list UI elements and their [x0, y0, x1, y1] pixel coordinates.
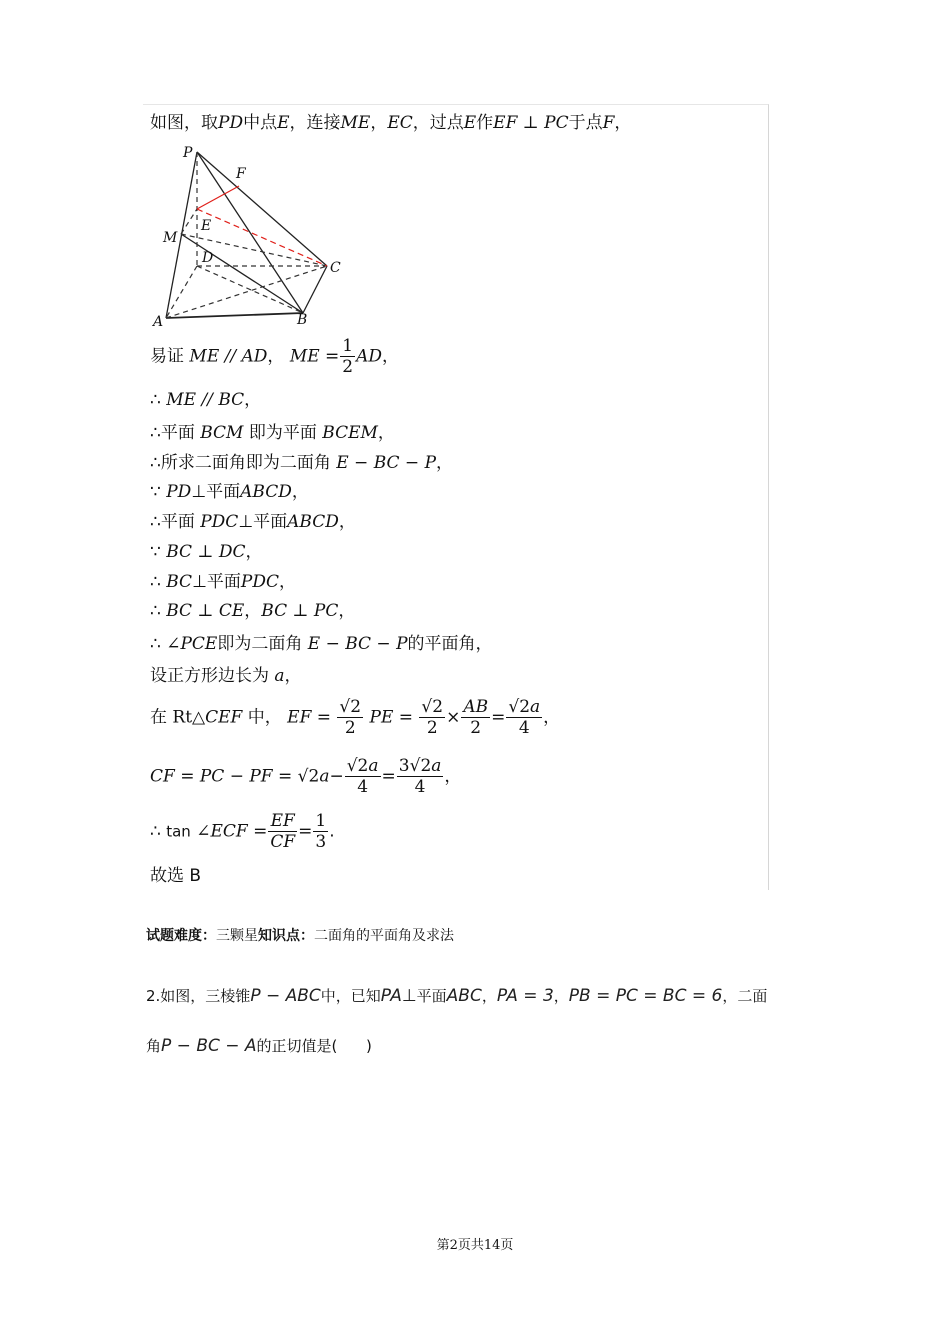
math: ABCD: [240, 482, 292, 502]
text: ∴平面: [150, 423, 195, 443]
solution-line-12: [150, 665, 302, 687]
denominator: 2: [344, 718, 356, 738]
denominator: 4: [357, 777, 369, 797]
text: ，: [382, 346, 400, 367]
math: PA: [380, 986, 402, 1006]
math: ⊥: [401, 986, 417, 1006]
math: tan: [166, 822, 191, 841]
text: ⊥平面: [192, 572, 241, 592]
text: ，: [267, 346, 285, 367]
equals-sign: =: [381, 766, 396, 787]
fraction: [268, 811, 297, 852]
numerator: 3√2a: [398, 756, 442, 776]
label-A: A: [153, 314, 164, 330]
math: Rt△: [172, 707, 206, 728]
text: ，过点: [412, 113, 464, 133]
fraction: [340, 336, 355, 377]
knowledge-label: 知识点：: [258, 928, 314, 944]
math: E: [277, 113, 290, 133]
text: ): [366, 1037, 372, 1055]
text: ∴: [150, 390, 161, 410]
denominator: 3: [315, 832, 327, 852]
variable: a: [530, 697, 541, 717]
page-footer: 第2页共14页: [436, 1238, 514, 1253]
text: ，: [278, 572, 296, 592]
text: 角: [146, 1037, 162, 1055]
math: PB = PC = BC = 6: [568, 986, 723, 1006]
text: 即为二面角: [217, 634, 303, 654]
equals-sign: =: [298, 821, 313, 842]
fraction: [397, 756, 444, 797]
text: ⊥平面: [191, 482, 241, 502]
math: EF =: [287, 707, 332, 728]
text: 中点: [243, 113, 278, 133]
math: a: [274, 666, 285, 686]
text: ，: [284, 666, 302, 686]
text: ∴: [150, 634, 161, 654]
text: ∴: [150, 821, 161, 842]
text: ∵: [150, 482, 161, 502]
solution-line-5: [150, 452, 453, 474]
math: E: [463, 113, 477, 133]
math: BC: [166, 572, 193, 592]
radicand: 2: [432, 697, 444, 717]
label-E: E: [201, 218, 212, 234]
variable: a: [431, 756, 442, 776]
numerator: √2: [339, 697, 362, 717]
math: BC ⊥ CE: [166, 601, 245, 621]
text: ，: [377, 423, 395, 443]
math: PD: [218, 113, 244, 133]
label-P: P: [183, 145, 193, 161]
numerator: 1: [342, 336, 354, 356]
solution-line-7: [150, 511, 356, 533]
text: ，: [481, 987, 497, 1005]
text: ∴平面: [150, 512, 195, 532]
math: CEF: [205, 707, 243, 728]
radicand: 2: [519, 697, 531, 717]
text: 中，已知: [320, 987, 381, 1005]
math: ME =: [289, 346, 340, 367]
label-M: M: [163, 230, 178, 246]
math: EC: [387, 113, 413, 133]
text: 于点: [568, 113, 603, 133]
answer-text: 故选 B: [150, 866, 202, 886]
math: E − BC − P: [336, 453, 437, 473]
label-F: F: [236, 166, 246, 182]
text: 即为平面: [248, 423, 317, 443]
denominator: 4: [414, 777, 426, 797]
text: ，: [614, 113, 632, 133]
solution-line-6: [150, 481, 309, 503]
solution-line-11: [150, 633, 493, 655]
math: PE =: [369, 707, 413, 728]
math: PD: [166, 482, 192, 502]
fraction: [337, 697, 363, 738]
math: ME // AD: [189, 346, 268, 367]
text: ∴: [150, 601, 161, 621]
question-2-line-1: [146, 985, 767, 1006]
math: ME: [340, 113, 371, 133]
text: ，: [543, 707, 561, 728]
difficulty-value: 三颗星: [216, 928, 258, 944]
text: 如图，取: [150, 113, 218, 133]
difficulty-label: 试题难度：: [146, 928, 216, 944]
text: ，: [291, 482, 309, 502]
numerator: EF: [268, 811, 297, 832]
math: F: [602, 113, 615, 133]
solution-line-4: [150, 422, 395, 444]
sqrt: √2: [297, 766, 320, 787]
radicand: 2: [308, 766, 320, 787]
denominator: 2: [426, 718, 438, 738]
math: PDC: [240, 572, 279, 592]
fraction: [419, 697, 445, 738]
answer-blank: [337, 1037, 366, 1055]
text: ，: [444, 766, 462, 787]
denominator: 4: [518, 718, 530, 738]
question-meta: [146, 925, 454, 945]
math: BCEM: [322, 423, 378, 443]
text: 平面: [416, 987, 447, 1005]
math: ∠ECF =: [196, 821, 268, 842]
text: .: [329, 821, 335, 842]
math: ∠PCE: [166, 634, 218, 654]
text: ∵: [150, 542, 161, 562]
fraction: [461, 697, 490, 738]
math: E − BC − P: [307, 634, 408, 654]
text: ⊥平面: [238, 512, 288, 532]
numerator: √2a: [508, 697, 541, 717]
solution-line-15: [150, 811, 335, 852]
solution-line-8: [150, 541, 262, 563]
label-D: D: [202, 250, 214, 266]
denominator: 2: [342, 357, 354, 377]
text: ，: [436, 453, 454, 473]
equals-sign: =: [491, 707, 506, 728]
text: ，: [370, 113, 388, 133]
numerator: √2a: [346, 756, 379, 776]
numerator: AB: [463, 697, 489, 717]
math: EF ⊥ PC: [493, 113, 569, 133]
solution-line-3: [150, 389, 261, 411]
label-C: C: [330, 260, 341, 276]
text: ，二面: [722, 987, 768, 1005]
radicand: 2: [357, 756, 369, 776]
radicand: 2: [420, 756, 432, 776]
text: ，: [553, 987, 569, 1005]
text: 设正方形边长为: [150, 666, 269, 686]
math: PDC: [200, 512, 239, 532]
numerator: √2: [421, 697, 444, 717]
math: CF = PC − PF =: [150, 766, 293, 787]
label-B: B: [297, 312, 308, 328]
edge-AB: [166, 313, 303, 318]
text: ，: [338, 512, 356, 532]
solution-line-13: [150, 697, 560, 738]
math: BC ⊥ PC: [261, 601, 339, 621]
text: ∴所求二面角即为二面角: [150, 453, 331, 473]
knowledge-value: 二面角的平面角及求法: [314, 928, 454, 944]
times-sign: ×: [446, 707, 461, 728]
text: ，连接: [289, 113, 341, 133]
edge-MB: [181, 234, 303, 313]
math: ME // BC: [166, 390, 245, 410]
fraction: [506, 697, 542, 738]
math: PA = 3: [496, 986, 554, 1006]
edge-PC: [197, 152, 327, 266]
solution-line-10: [150, 600, 355, 622]
text: ，: [245, 542, 263, 562]
solution-line-9: [150, 571, 296, 593]
text: 的正切值是(: [256, 1037, 338, 1055]
text: ∴: [150, 572, 161, 592]
pyramid-figure: [150, 140, 360, 332]
text: 中，: [247, 707, 282, 728]
math: AD: [356, 346, 383, 367]
text: ，: [244, 390, 262, 410]
solution-line-14: [150, 756, 461, 797]
minus-sign: −: [329, 766, 344, 787]
math: BCM: [200, 423, 244, 443]
denominator: CF: [270, 832, 296, 852]
coefficient: 3: [398, 756, 410, 776]
solution-line-1: [150, 112, 631, 134]
math: ABC: [446, 986, 482, 1006]
numerator: 1: [315, 811, 327, 831]
solution-line-2: [150, 336, 399, 377]
text: ，: [338, 601, 356, 621]
denominator: 2: [470, 718, 482, 738]
math: P − BC − A: [161, 1036, 257, 1056]
variable: a: [368, 756, 379, 776]
math: P − ABC: [250, 986, 321, 1006]
question-2-line-2: [146, 1035, 372, 1056]
text: ，: [244, 601, 262, 621]
variable: a: [319, 766, 330, 787]
text: 的平面角，: [407, 634, 493, 654]
radicand: 2: [350, 697, 362, 717]
edge-AC-dashed: [166, 266, 327, 318]
fraction: [313, 811, 328, 852]
text: 2.如图，三棱锥: [146, 987, 251, 1005]
math: BC ⊥ DC: [166, 542, 246, 562]
text: 作: [476, 113, 494, 133]
math: ABCD: [287, 512, 339, 532]
fraction: [345, 756, 381, 797]
solution-line-16: [150, 865, 201, 887]
text: 在: [150, 707, 167, 728]
text: 易证: [150, 346, 184, 367]
